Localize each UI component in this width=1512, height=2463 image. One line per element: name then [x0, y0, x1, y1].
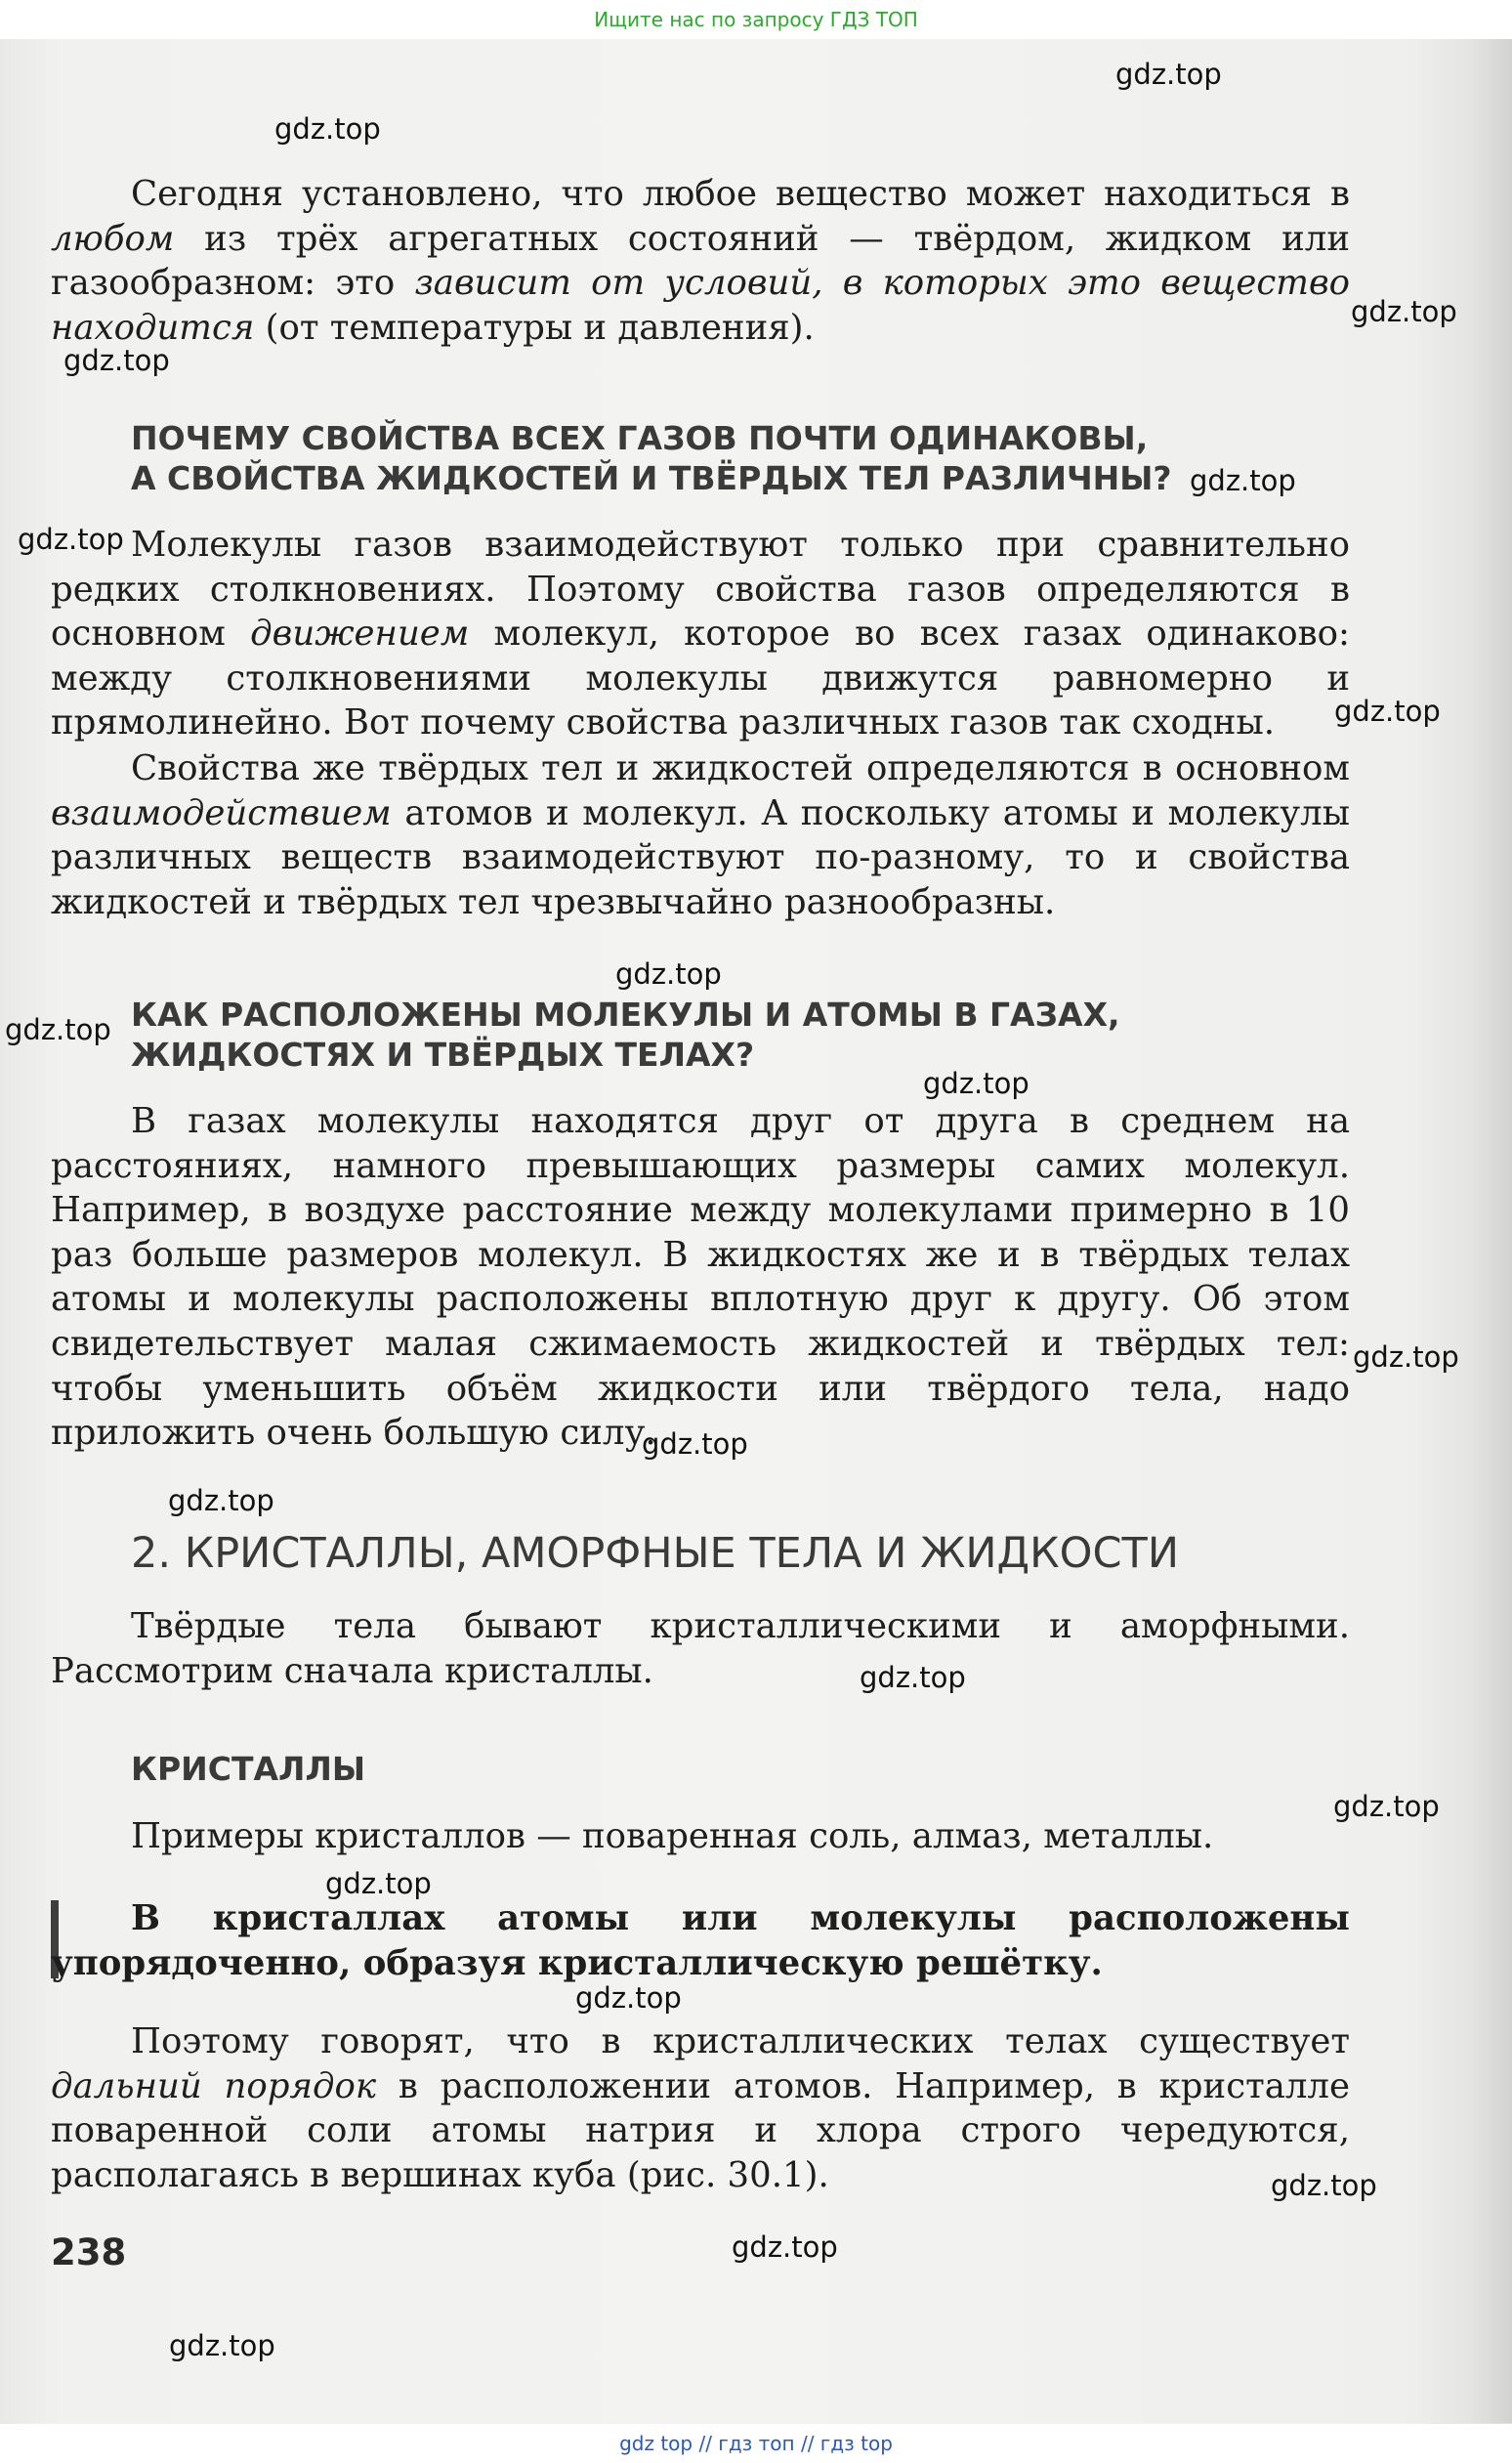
watermark: gdz.top: [5, 1013, 111, 1046]
paragraph-distances: В газах молекулы находятся друг от друга в среднем на расстояниях, намного превышающих размеры самих молекул. Например, в воздухе расстояние между молекулами примерно в 10 раз больше размеров молекул. В жидкостях же и в твёрдых телах атомы и молекулы расположены вплотную друг к другу. Об этом свидетельствует малая сжимаемость жидкостей и твёрдых тел: чтобы уменьшить объём жидкости или твёрдого тела, надо приложить очень большую силу.: [51, 1101, 1350, 1454]
watermark: gdz.top: [18, 523, 124, 556]
watermark: gdz.top: [325, 1867, 432, 1900]
watermark: gdz.top: [1353, 1340, 1459, 1374]
paragraph-states-of-matter: Сегодня установлено, что любое вещество может находиться в любом из трёх агрегатных состояний — твёрдом, жидком или газообразном: это зависит от условий, в которых это вещество находится (от температуры и давления).: [51, 174, 1350, 348]
paragraph-solids-liquids: Свойства же твёрдых тел и жидкостей определяются в основном взаимодействием атомов и молекул. А поскольку атомы и молекулы различных веществ взаимодействуют по-разному, то и свойства жидкостей и твёрдых тел чрезвычайно разнообразны.: [51, 748, 1350, 922]
watermark: gdz.top: [642, 1427, 748, 1461]
watermark: gdz.top: [1271, 2169, 1377, 2202]
section-title: 2. КРИСТАЛЛЫ, АМОРФНЫЕ ТЕЛА И ЖИДКОСТИ: [131, 1529, 1179, 1578]
heading-line: ПОЧЕМУ СВОЙСТВА ВСЕХ ГАЗОВ ПОЧТИ ОДИНАКОВЫ,: [131, 419, 1149, 457]
page-number: 238: [51, 2231, 127, 2273]
watermark: gdz.top: [923, 1067, 1029, 1100]
watermark: gdz.top: [860, 1661, 966, 1694]
top-banner[interactable]: Ищите нас по запросу ГДЗ ТОП: [0, 0, 1512, 39]
watermark: gdz.top: [63, 344, 170, 377]
heading-molecule-arrangement: [131, 995, 1401, 1075]
watermark: gdz.top: [615, 957, 722, 991]
paragraph-long-range-order: Поэтому говорят, что в кристаллических телах существует дальний порядок в расположении атомов. Например, в кристалле поваренной соли атомы натрия и хлора строго чередуются, располагаясь в вершинах куба (рис. 30.1).: [51, 2021, 1350, 2195]
watermark: gdz.top: [1333, 1790, 1440, 1823]
page-edge-shadow: [1471, 39, 1512, 2423]
watermark: gdz.top: [168, 1484, 274, 1517]
watermark: gdz.top: [1351, 295, 1457, 328]
watermark: gdz.top: [575, 1981, 682, 2015]
watermark: gdz.top: [732, 2230, 838, 2264]
heading-line: ЖИДКОСТЯХ И ТВЁРДЫХ ТЕЛАХ?: [131, 1036, 755, 1074]
paragraph-gas-molecules: Молекулы газов взаимодействуют только при сравнительно редких столкновениях. Поэтому свойства газов определяются в основном движением молекул, которое во всех газах одинаково: между столкновениями молекулы движутся равномерно и прямолинейно. Вот почему свойства различных газов так сходны.: [51, 525, 1350, 743]
watermark: gdz.top: [274, 112, 381, 146]
paragraph-crystal-examples: Примеры кристаллов — поваренная соль, алмаз, металлы.: [131, 1816, 1214, 1856]
heading-crystals: КРИСТАЛЛЫ: [131, 1750, 366, 1788]
watermark: gdz.top: [1190, 464, 1296, 497]
paragraph-solid-types: Твёрдые тела бывают кристаллическими и аморфными. Рассмотрим сначала кристаллы.: [51, 1606, 1350, 1691]
heading-line: А СВОЙСТВА ЖИДКОСТЕЙ И ТВЁРДЫХ ТЕЛ РАЗЛИЧНЫ?: [131, 459, 1172, 497]
heading-line: КАК РАСПОЛОЖЕНЫ МОЛЕКУЛЫ И АТОМЫ В ГАЗАХ,: [131, 996, 1120, 1034]
definition-crystal-lattice: В кристаллах атомы или молекулы расположены упорядоченно, образуя кристаллическую решётку.: [51, 1898, 1350, 1983]
watermark: gdz.top: [169, 2329, 275, 2362]
watermark: gdz.top: [1334, 695, 1441, 728]
bottom-banner[interactable]: gdz top // гдз топ // гдз top: [0, 2424, 1512, 2463]
watermark: gdz.top: [1115, 58, 1222, 91]
